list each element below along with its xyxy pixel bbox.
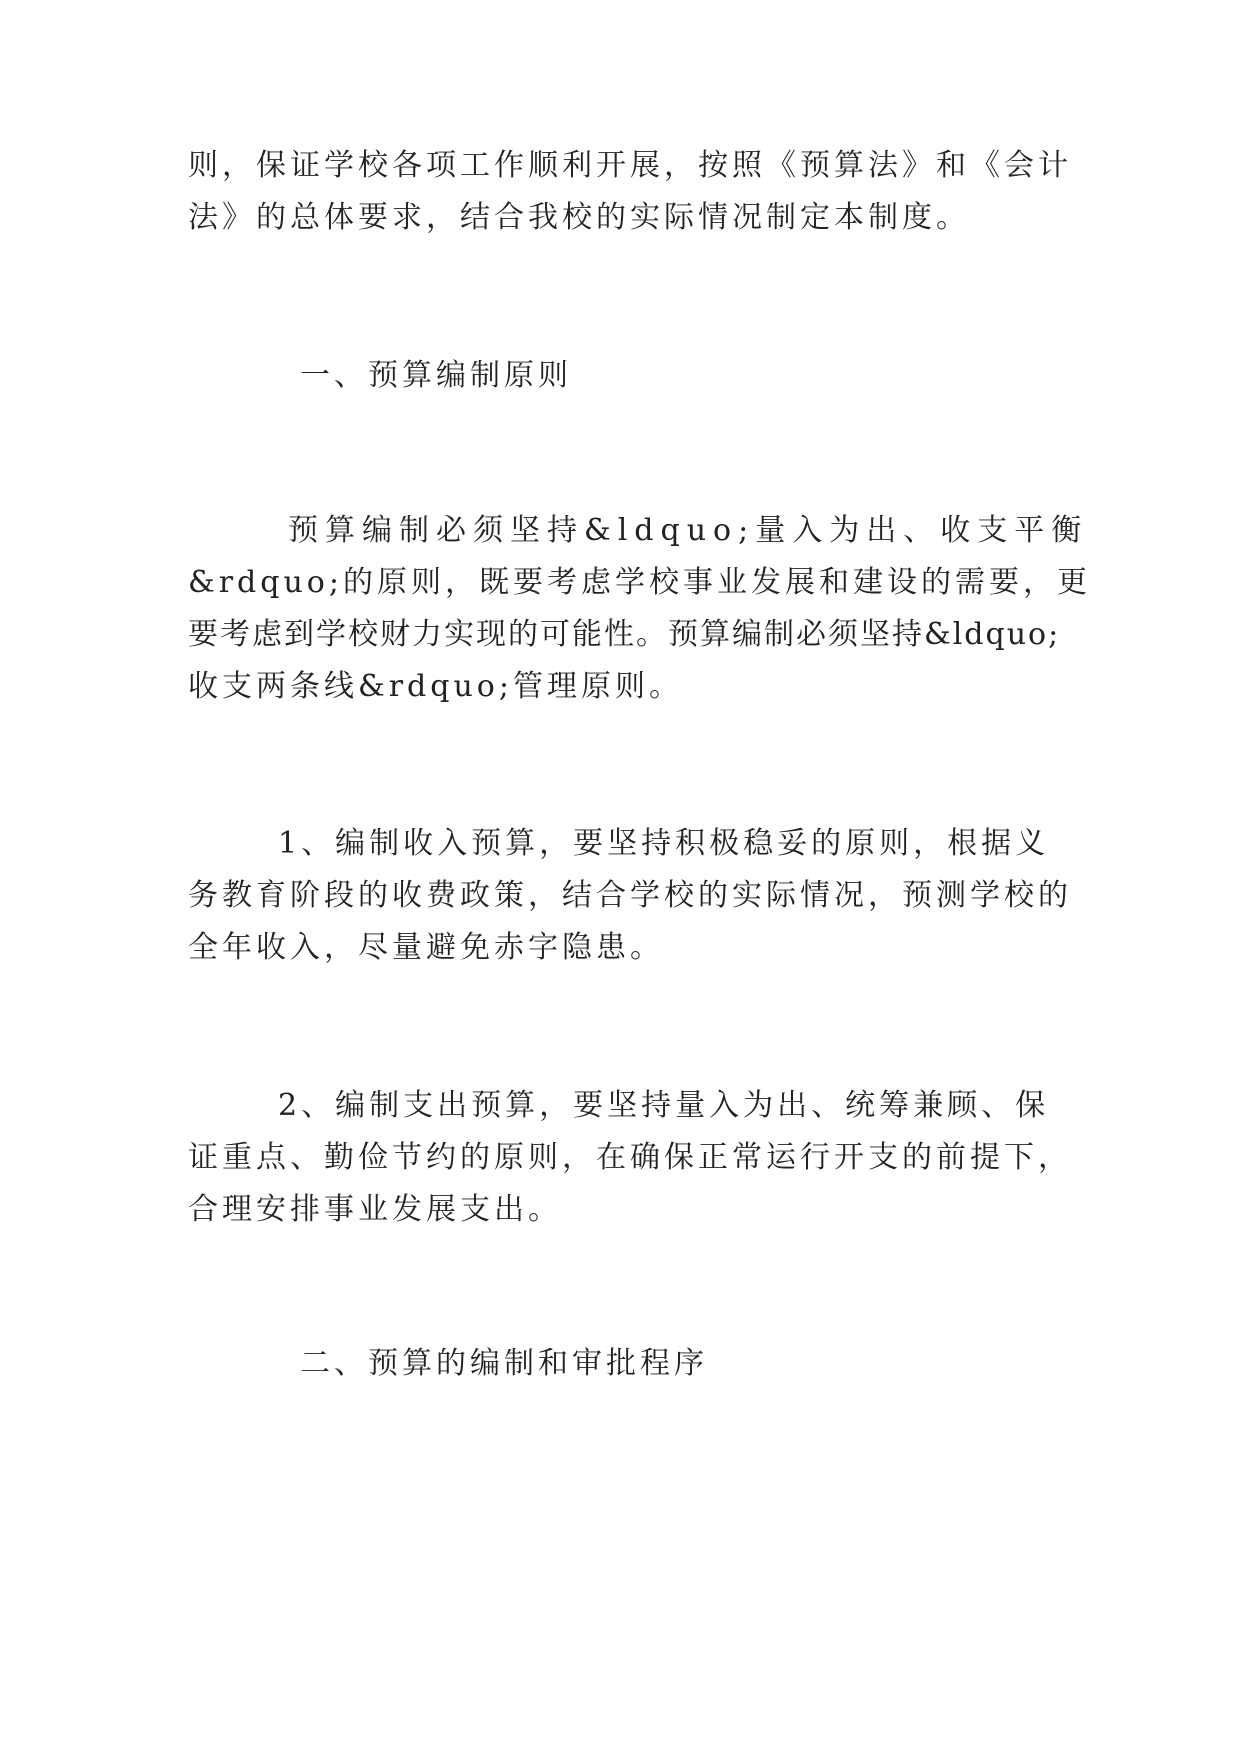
principle-line-3: 要考虑到学校财力实现的可能性。预算编制必须坚持&ldquo; [188, 617, 1061, 652]
section-1-heading-text: 一、预算编制原则 [300, 358, 572, 393]
item-1-line-3: 全年收入，尽量避免赤字隐患。 [188, 930, 664, 965]
item-2-paragraph [188, 1080, 1072, 1236]
item-1-line-1: 1、编制收入预算，要坚持积极稳妥的原则，根据义 [278, 826, 1050, 861]
item-1-paragraph [188, 818, 1072, 974]
item-2-line-3: 合理安排事业发展支出。 [188, 1192, 562, 1227]
principle-line-2: &rdquo;的原则，既要考虑学校事业发展和建设的需要，更 [188, 565, 1091, 600]
section-2-heading [188, 1338, 1050, 1390]
principle-paragraph [188, 505, 1091, 713]
section-2-heading-text: 二、预算的编制和审批程序 [300, 1346, 708, 1381]
intro-paragraph [188, 140, 1072, 244]
principle-line-4: 收支两条线&rdquo;管理原则。 [188, 669, 683, 704]
principle-line-1: 预算编制必须坚持&ldquo;量入为出、收支平衡 [288, 513, 1089, 548]
section-1-heading [188, 350, 1050, 402]
item-1-line-2: 务教育阶段的收费政策，结合学校的实际情况，预测学校的 [188, 878, 1072, 913]
item-2-line-1: 2、编制支出预算，要坚持量入为出、统筹兼顾、保 [278, 1088, 1050, 1123]
intro-line-2: 法》的总体要求，结合我校的实际情况制定本制度。 [188, 200, 970, 235]
item-2-line-2: 证重点、勤俭节约的原则，在确保正常运行开支的前提下， [188, 1140, 1072, 1175]
intro-line-1: 则，保证学校各项工作顺利开展，按照《预算法》和《会计 [188, 148, 1072, 183]
